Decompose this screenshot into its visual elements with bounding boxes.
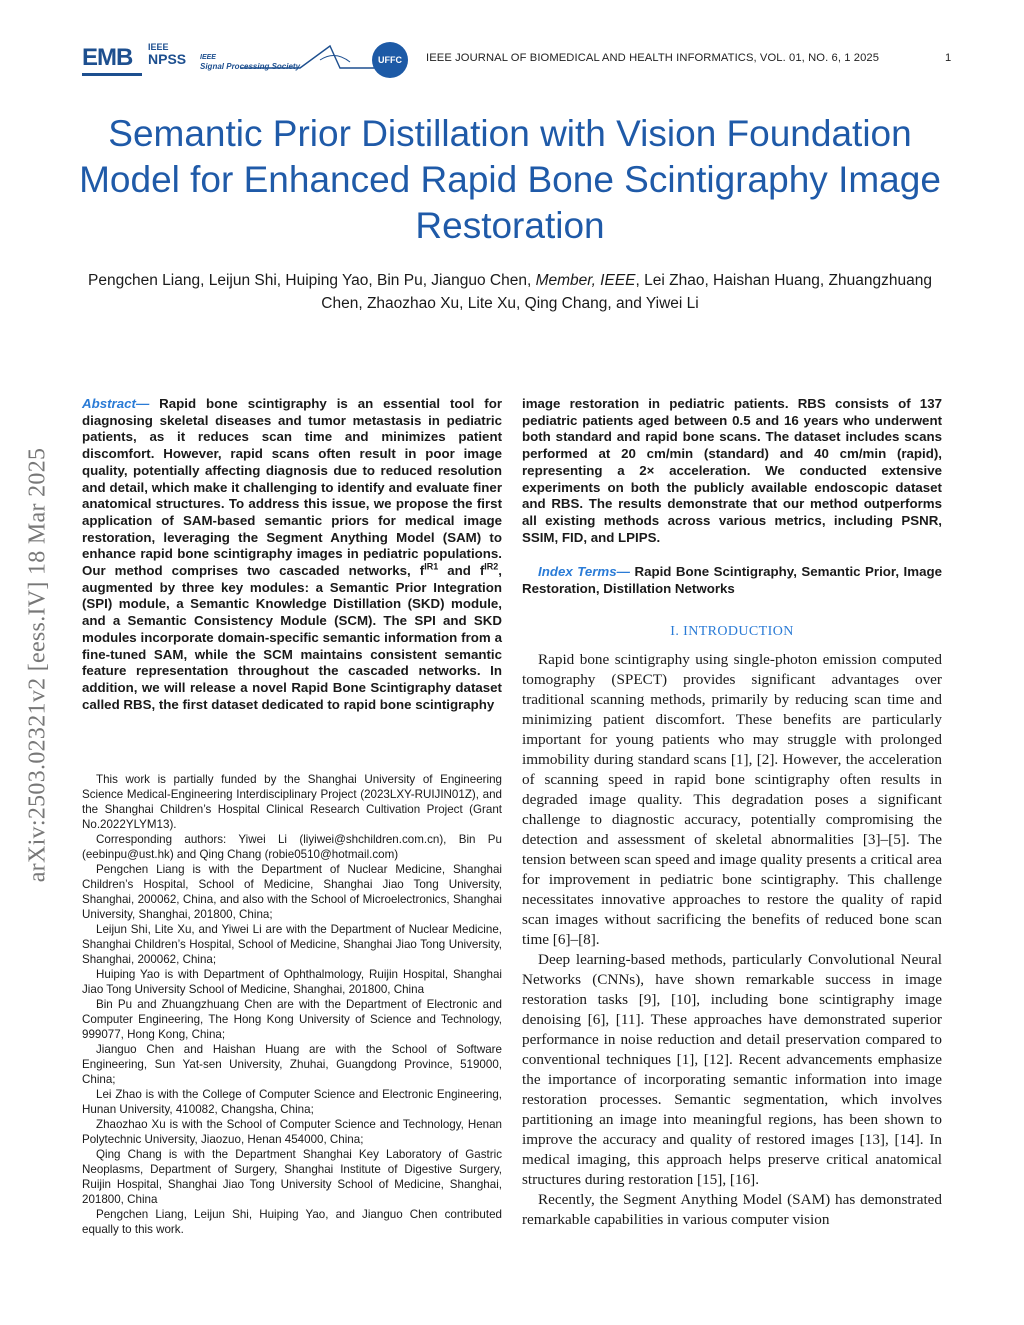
footnote-affiliation: Qing Chang is with the Department Shanghai Key Laboratory of Gastric Neoplasms, Department of Surgery, Shanghai Institute of Digestive Surgery, Ruijin Hospital, Shanghai Jiao Tong University School of Medicine, Shanghai, 201800, China <box>82 1148 502 1206</box>
arxiv-stamp-text: arXiv:2503.02321v2 [eess.IV] 18 Mar 2025 <box>24 447 51 883</box>
abstract-text-a: Rapid bone scintigraphy is an essential tool for diagnosing skeletal diseases and tumor metastasis in pediatric patients, as it reduces scan time and minimizes patient discomfort. However, rapid scans often result in poor image quality, potentially affecting diagnosis due to reduced resolution and detail, which make it challenging to identify and evaluate finer anatomical structures. To address this issue, we propose the first application of SAM-based semantic priors for medical image restoration, leveraging the Segment Anything Model (SAM) to enhance rapid bone scintigraphy images in pediatric populations. Our method comprises two cascaded networks, f <box>82 396 502 579</box>
footnotes <box>82 772 502 1237</box>
authors-part-2: , Lei Zhao, Haishan Huang, Zhuangzhuang Chen, Zhaozhao Xu, Lite Xu, Qing Chang, and Yiwei Li <box>321 272 932 312</box>
emb-logo: EMB <box>82 44 133 71</box>
index-terms <box>522 564 942 597</box>
footnote-funding: This work is partially funded by the Shanghai University of Engineering Science Medical-Engineering Interdisciplinary Project (2023LXY-RUIJIN01Z), and the Shanghai Children’s Hospital Clinical Research Cultivation Project (Grant No.2022YLYM13). <box>82 773 502 831</box>
footnote-affiliation: Lei Zhao is with the College of Computer Science and Electronic Engineering, Hunan University, 410082, Changsha, China; <box>82 1088 502 1116</box>
journal-header: IEEE JOURNAL OF BIOMEDICAL AND HEALTH INFORMATICS, VOL. 01, NO. 6, 1 2025 <box>426 52 880 64</box>
abstract-sup-2: IR2 <box>484 561 499 572</box>
index-terms-dash: — <box>616 564 635 580</box>
intro-paragraph: Recently, the Segment Anything Model (SAM) has demonstrated remarkable capabilities in various computer vision <box>522 1190 942 1228</box>
ieee-npss-logo <box>148 42 186 66</box>
page-number: 1 <box>945 52 952 64</box>
arxiv-stamp <box>8 350 68 980</box>
author-role: Member, IEEE <box>535 272 636 289</box>
footnote-equal-contribution: Pengchen Liang, Leijun Shi, Huiping Yao, and Jianguo Chen contributed equally to this work. <box>82 1208 502 1236</box>
abstract-label: Abstract <box>82 396 136 411</box>
footnote-affiliation: Jianguo Chen and Haishan Huang are with the School of Software Engineering, Sun Yat-sen University, Zhuhai, Guangdong Province, 519000, China; <box>82 1043 502 1086</box>
emb-logo-underline <box>82 73 142 76</box>
abstract-sup-1: IR1 <box>424 561 439 572</box>
abstract-dash: — <box>135 396 160 411</box>
signal-processing-society-logo <box>200 54 360 80</box>
footnote-corresponding: Corresponding authors: Yiwei Li (liyiwei@shchildren.com.cn), Bin Pu (eebinpu@ust.hk) and Qing Chang (robie0510@hotmail.com) <box>82 833 502 861</box>
footnote-affiliation: Pengchen Liang is with the Department of Nuclear Medicine, Shanghai Children’s Hospital, School of Medicine, Shanghai Jiao Tong University, Shanghai, 200062, China, and also with the School of Microelectronics, Shanghai University, Shanghai, 201800, China; <box>82 863 502 921</box>
abstract <box>82 396 502 713</box>
abstract-text-b: and f <box>438 563 485 579</box>
intro-paragraph: Deep learning-based methods, particularly Convolutional Neural Networks (CNNs), have shown remarkable success in image restoration tasks [9], [10], including bone scintigraphy image denoising [6], [11]. These approaches have demonstrated superior performance in noise reduction and detail preservation compared to conventional techniques [1], [12]. Recent advancements emphasize the importance of incorporating semantic information into image restoration processes. Semantic segmentation, which involves partitioning an image into meaningful regions, has been shown to improve the accuracy and quality of restored images [13], [14]. In medical imaging, this approach helps preserve critical anatomical structures during restoration [15], [16]. <box>522 950 942 1188</box>
uffc-logo: UFFC <box>372 42 408 78</box>
npss-logo-top: IEEE <box>148 42 169 52</box>
right-column <box>522 396 942 1230</box>
npss-logo-main: NPSS <box>148 51 187 67</box>
sps-logo-main: Signal Processing Society <box>200 62 301 71</box>
intro-paragraph: Rapid bone scintigraphy using single-photon emission computed tomography (SPECT) provides significant advantages over traditional scanning methods, primarily by reducing scan time and minimizing patient discomfort. These benefits are particularly important for young patients who may struggle with prolonged immobility during standard scans [1], [2]. However, the acceleration of scanning speed in rapid bone scintigraphy often results in degraded image quality. This degradation poses a significant challenge to diagnostic accuracy, potentially compromising the detection and assessment of skeletal abnormalities [3]–[5]. The tension between scan speed and image quality presents a critical area for improvement in pediatric bone scintigraphy. This challenge necessitates innovative approaches to restore the quality of rapid scan images without sacrificing the benefits of reduced bone scan time [6]–[8]. <box>522 650 942 948</box>
publisher-logos <box>82 40 422 84</box>
index-terms-label: Index Terms <box>538 564 617 580</box>
introduction-body <box>522 650 942 1230</box>
authors-part-1: Pengchen Liang, Leijun Shi, Huiping Yao, Bin Pu, Jianguo Chen, <box>88 272 536 289</box>
paper-title: Semantic Prior Distillation with Vision Foundation Model for Enhanced Rapid Bone Scintigraphy Image Restoration <box>79 113 941 246</box>
abstract-continuation: image restoration in pediatric patients. RBS consists of 137 pediatric patients aged between 0.5 and 16 years who underwent both standard and rapid bone scans. The dataset includes scans performed at 20 cm/min (standard) and 40 cm/min (rapid), representing a 2× acceleration. We conducted extensive experiments on both the publicly available endoscopic dataset and RBS. The results demonstrate that our method outperforms all existing methods across various metrics, including PSNR, SSIM, FID, and LPIPS. <box>522 396 942 545</box>
sps-logo-top: IEEE <box>200 54 216 61</box>
abstract-text-c: , augmented by three key modules: a Semantic Prior Integration (SPI) module, a Semantic Knowledge Distillation (SKD) module, and a Semantic Consistency Module (SCM). The SPI and SKD modules incorporate domain-specific semantic information from a fine-tuned SAM, while the SCM maintains consistent semantic feature representation throughout the cascaded networks. In addition, we will release a novel Rapid Bone Scintigraphy dataset called RBS, the first dataset dedicated to rapid bone scintigraphy <box>82 563 502 712</box>
index-terms-text: Rapid Bone Scintigraphy, Semantic Prior, Image Restoration, Distillation Networks <box>522 564 942 597</box>
footnote-affiliation: Zhaozhao Xu is with the School of Computer Science and Technology, Henan Polytechnic University, Jiaozuo, Henan 454000, China; <box>82 1118 502 1146</box>
footnote-affiliation: Leijun Shi, Lite Xu, and Yiwei Li are with the Department of Nuclear Medicine, Shanghai Children’s Hospital, School of Medicine, Shanghai Jiao Tong University, Shanghai, 200062, China; <box>82 923 502 966</box>
footnote-affiliation: Bin Pu and Zhuangzhuang Chen are with the Department of Electronic and Computer Engineering, The Hong Kong University of Science and Technology, 999077, Hong Kong, China; <box>82 998 502 1041</box>
author-list <box>80 269 940 315</box>
left-column <box>82 396 502 713</box>
footnote-affiliation: Huiping Yao is with Department of Ophthalmology, Ruijin Hospital, Shanghai Jiao Tong University School of Medicine, Shanghai, 201800, China <box>82 968 502 996</box>
introduction-heading: I. INTRODUCTION <box>670 623 794 639</box>
